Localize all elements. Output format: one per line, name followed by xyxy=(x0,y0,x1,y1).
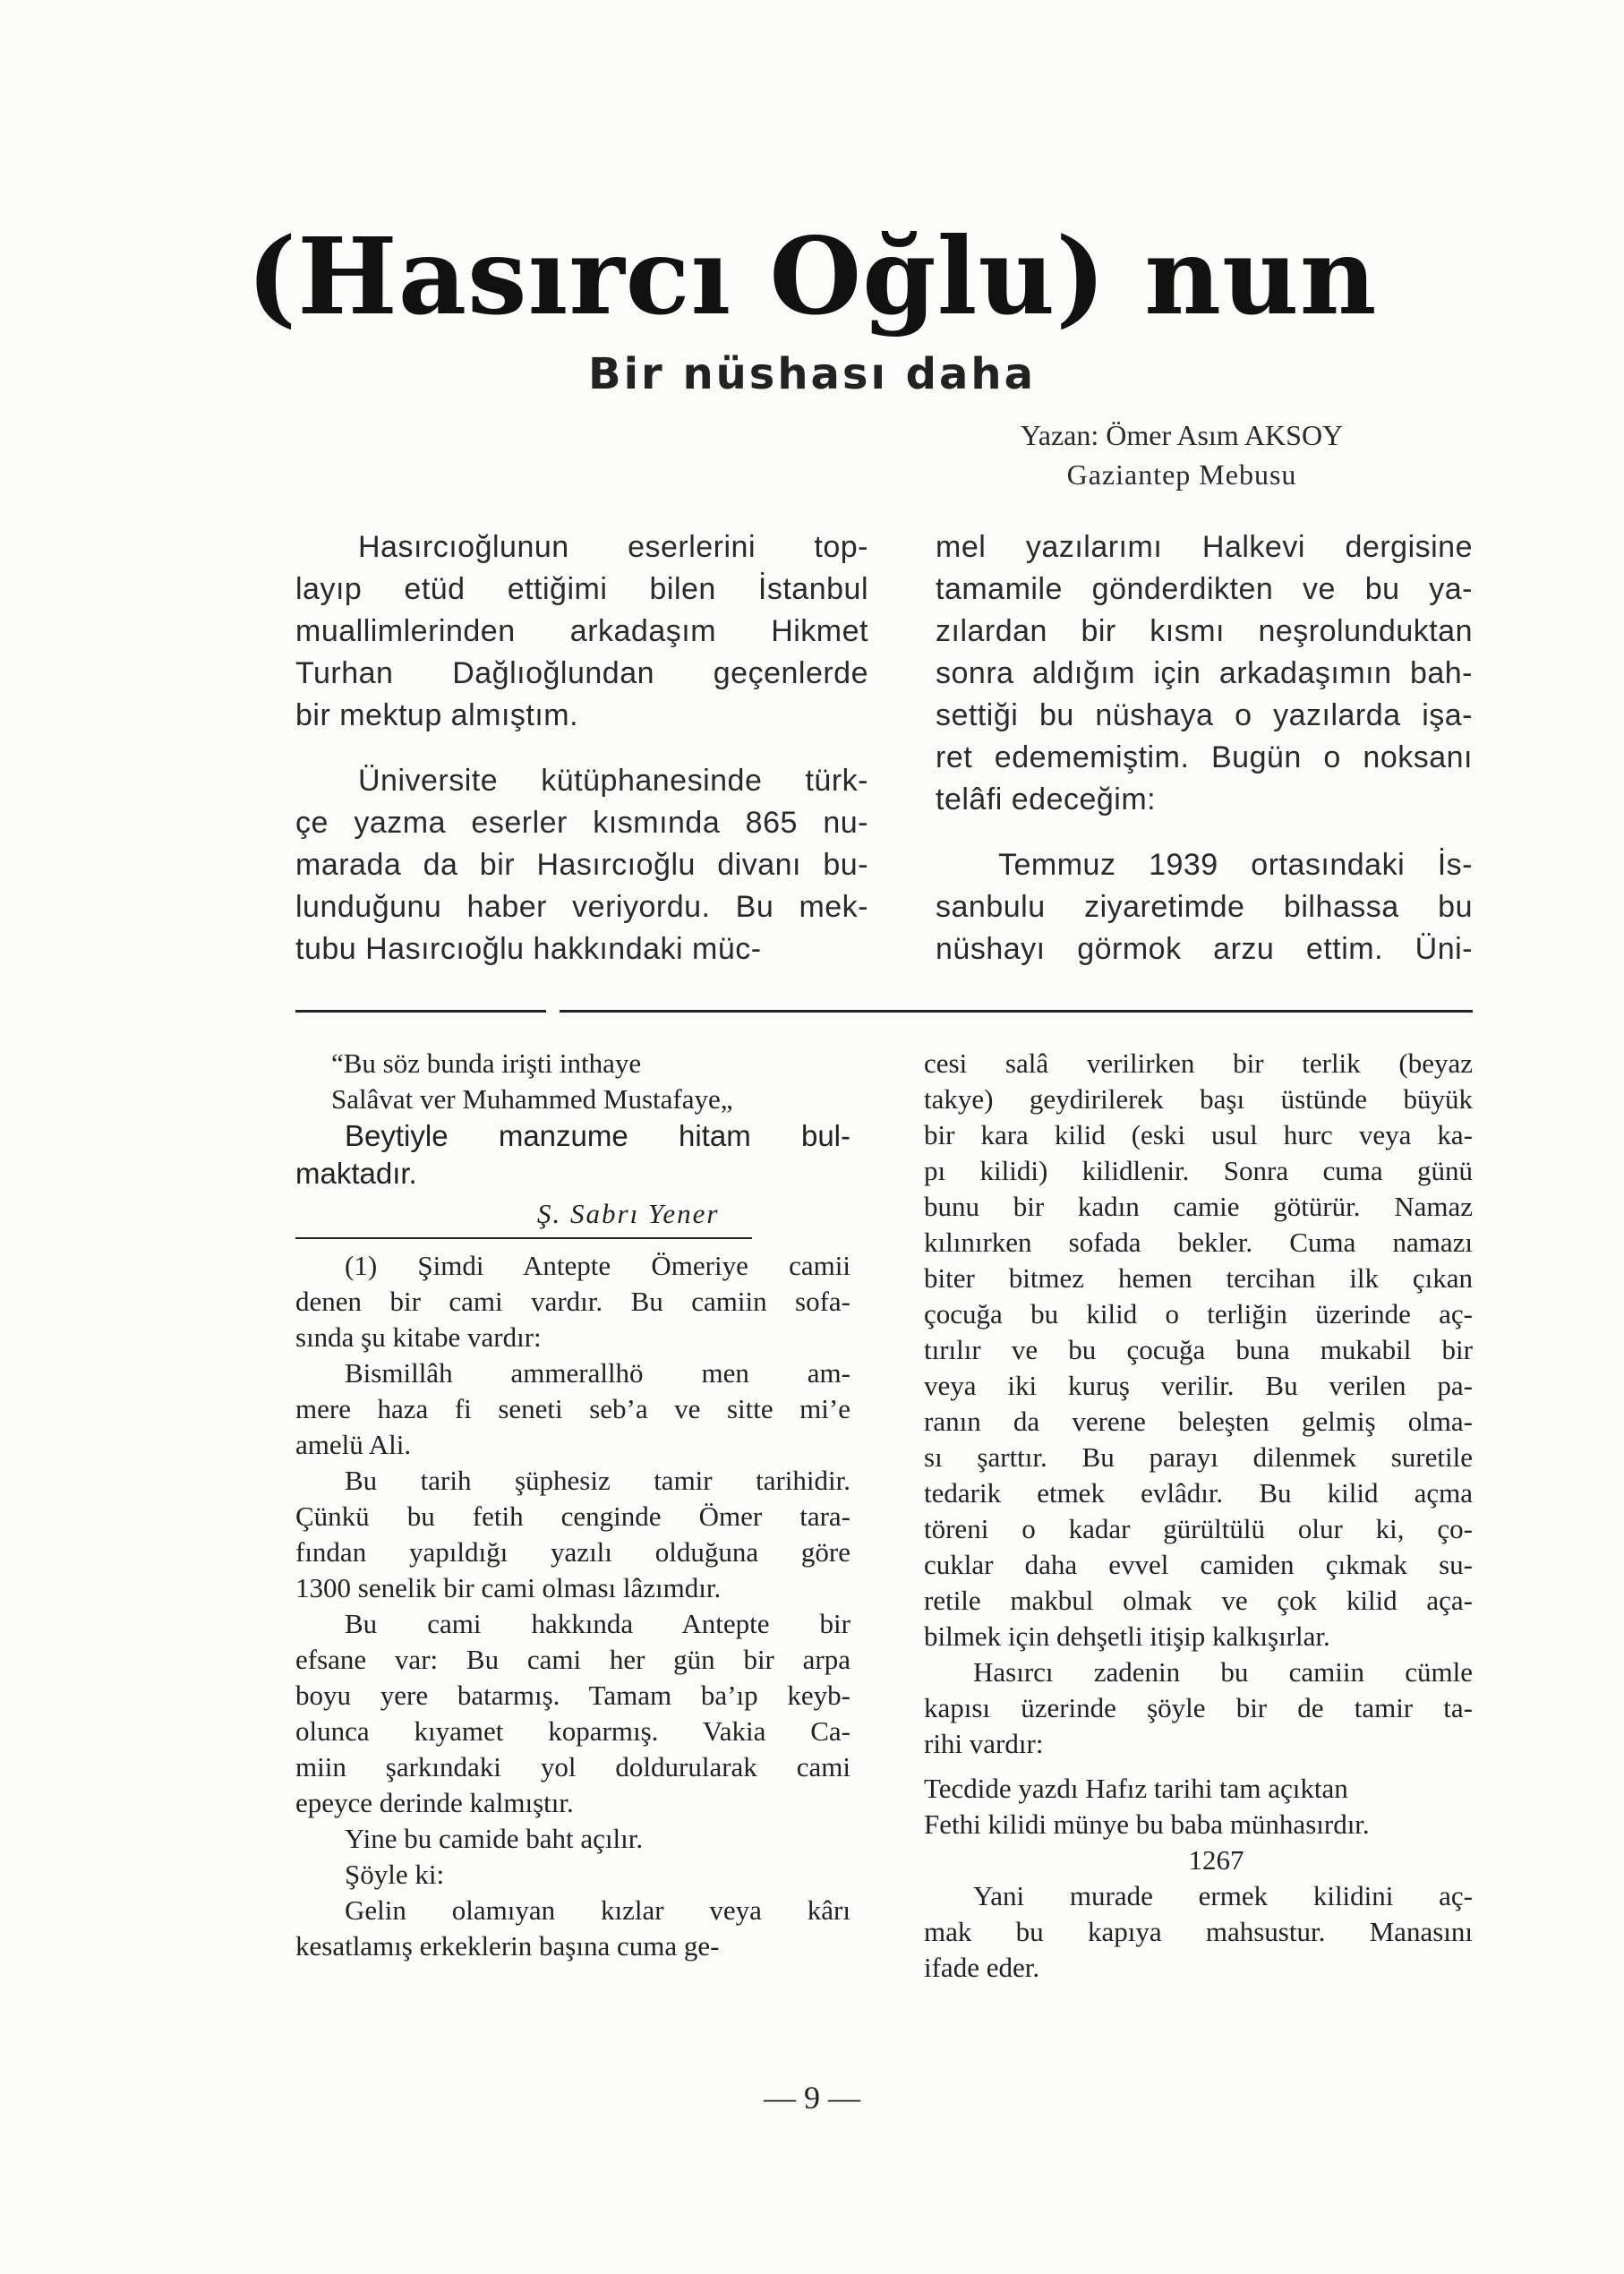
footnote-line: (1) Şimdi Antepte Ömeriye camii xyxy=(345,1250,850,1281)
paragraph-line: bir mektup almıştım. xyxy=(295,698,579,732)
divider-right xyxy=(560,1010,1473,1013)
paragraph-line: zılardan bir kısmı neşrolunduktan xyxy=(936,614,1473,648)
paragraph-line: sonra aldığım için arkadaşımın bah- xyxy=(936,656,1473,690)
paragraph-line: layıp etüd ettiğimi bilen İstanbul xyxy=(295,572,868,606)
beyt-line: maktadır. xyxy=(295,1157,417,1190)
paragraph-line: ret edememiştim. Bugün o noksanı xyxy=(936,740,1473,774)
footnote-line: olunca kıyamet koparmış. Vakia Ca- xyxy=(295,1715,850,1747)
paragraph-gap xyxy=(924,1762,1473,1771)
paragraph-line: Hasırcıoğlunun eserlerini top- xyxy=(358,530,868,564)
footnote-line: kesatlamış erkeklerin başına cuma ge- xyxy=(295,1930,720,1962)
footnote-line: mere haza fi seneti seb’a ve sitte mi’e xyxy=(295,1393,850,1424)
paragraph-line: çocuğa bu kilid o terliğin üzerinde aç- xyxy=(924,1298,1473,1329)
author-line: Yazan: Ömer Asım AKSOY xyxy=(1020,419,1344,451)
paragraph-gap xyxy=(936,821,1473,844)
paragraph-line: marada da bir Hasırcıoğlu divanı bu- xyxy=(295,848,868,882)
paragraph-line: settiği bu nüshaya o yazılarda işa- xyxy=(936,698,1473,732)
footnote-line: Şöyle ki: xyxy=(345,1859,445,1890)
footnote-line: boyu yere batarmış. Tamam ba’ıp keyb- xyxy=(295,1680,850,1711)
beyt-line: Beytiyle manzume hitam bul- xyxy=(345,1119,850,1152)
paragraph-line: cesi salâ verilirken bir terlik (beyaz xyxy=(924,1047,1473,1079)
paragraph-line: mak bu kapıya mahsustur. Manasını xyxy=(924,1916,1473,1947)
paragraph-line: cuklar daha evvel camiden çıkmak su- xyxy=(924,1549,1473,1580)
paragraph-line: tamamile gönderdikten ve bu ya- xyxy=(936,572,1473,606)
paragraph-line: kılınırken sofada bekler. Cuma namazı xyxy=(924,1227,1473,1258)
paragraph-line: töreni o kadar gürültülü olur ki, ço- xyxy=(924,1513,1473,1544)
footnote-line: 1300 senelik bir cami olması lâzımdır. xyxy=(295,1572,722,1603)
bottom-right-column xyxy=(924,1046,1473,1986)
footnote-divider xyxy=(295,1237,752,1239)
paragraph-line: takye) geydirilerek başı üstünde büyük xyxy=(924,1083,1473,1115)
top-right-column xyxy=(936,526,1473,970)
paragraph-line: rihi vardır: xyxy=(924,1728,1044,1759)
paragraph-line: ranın da verene beleşten gelmiş olma- xyxy=(924,1406,1473,1437)
paragraph-line: telâfi edeceğim: xyxy=(936,782,1157,816)
paragraph-line: Temmuz 1939 ortasındaki İs- xyxy=(998,848,1473,882)
footnote-line: epeyce derinde kalmıştır. xyxy=(295,1787,574,1818)
paragraph-line: muallimlerinden arkadaşım Hikmet xyxy=(295,614,868,648)
bottom-left-column xyxy=(295,1046,850,1964)
tarih-year: 1267 xyxy=(1188,1844,1244,1876)
signature: Ş. Sabrı Yener xyxy=(537,1198,720,1229)
author-title: Gaziantep Mebusu xyxy=(1066,458,1297,491)
paragraph-line: lunduğunu haber veriyordu. Bu mek- xyxy=(295,890,868,924)
footnote-line: Bu cami hakkında Antepte bir xyxy=(345,1608,850,1639)
paragraph-line: veya iki kuruş verilir. Bu verilen pa- xyxy=(924,1370,1473,1401)
footnote-line: Bismillâh ammerallhö men am- xyxy=(345,1357,850,1389)
paragraph-line: nüshayı görmok arzu ettim. Üni- xyxy=(936,932,1473,966)
paragraph-line: bunu bir kadın camie götürür. Namaz xyxy=(924,1191,1473,1222)
footnote-line: amelü Ali. xyxy=(295,1429,412,1460)
paragraph-line: Yani murade ermek kilidini aç- xyxy=(973,1880,1473,1911)
paragraph-line: sı şarttır. Bu parayı dilenmek suretile xyxy=(924,1441,1473,1473)
footnote-line: fından yapıldığı yazılı olduğuna göre xyxy=(295,1536,850,1568)
page-number: — 9 — xyxy=(764,2080,860,2116)
footnote-line: denen bir cami vardır. Bu camiin sofa- xyxy=(295,1286,850,1317)
paragraph-line: bilmek için dehşetli itişip kalkışırlar. xyxy=(924,1620,1330,1652)
paragraph-line: kapısı üzerinde şöyle bir de tamir ta- xyxy=(924,1692,1473,1723)
paragraph-line: bir kara kilid (eski usul hurc veya ka- xyxy=(924,1119,1473,1150)
paragraph-line: çe yazma eserler kısmında 865 nu- xyxy=(295,806,868,840)
paragraph-line: tubu Hasırcıoğlu hakkındaki müc- xyxy=(295,932,762,966)
footnote-line: sında şu kitabe vardır: xyxy=(295,1321,542,1353)
paragraph-line: sanbulu ziyaretimde bilhassa bu xyxy=(936,890,1473,924)
paragraph-line: Turhan Dağlıoğlundan geçenlerde xyxy=(295,656,868,690)
paragraph-line: retile makbul olmak ve çok kilid aça- xyxy=(924,1585,1473,1616)
divider-left xyxy=(295,1010,546,1013)
paragraph-line: ifade eder. xyxy=(924,1952,1040,1983)
top-left-column xyxy=(295,526,868,970)
article-subtitle: Bir nüshası daha xyxy=(588,349,1036,399)
paragraph-line: Hasırcı zadenin bu camiin cümle xyxy=(973,1656,1473,1688)
footnote-line: efsane var: Bu cami her gün bir arpa xyxy=(295,1644,850,1675)
paragraph-gap xyxy=(295,737,868,760)
paragraph-line: Üniversite kütüphanesinde türk- xyxy=(358,764,868,798)
verse-line: Salâvat ver Muhammed Mustafaye„ xyxy=(331,1083,733,1115)
paragraph-line: tırılır ve bu çocuğa buna mukabil bir xyxy=(924,1334,1473,1365)
paragraph-line: pı kilidi) kilidlenir. Sonra cuma günü xyxy=(924,1155,1473,1186)
couplet-line: Fethi kilidi münye bu baba münhasırdır. xyxy=(924,1808,1370,1840)
paragraph-line: biter bitmez hemen tercihan ilk çıkan xyxy=(924,1262,1473,1294)
footnote-line: Gelin olamıyan kızlar veya kârı xyxy=(345,1894,850,1926)
couplet-line: Tecdide yazdı Hafız tarihi tam açıktan xyxy=(924,1773,1348,1804)
paragraph-line: mel yazılarımı Halkevi dergisine xyxy=(936,530,1473,564)
verse-line: “Bu söz bunda irişti inthaye xyxy=(331,1047,642,1079)
footnote-line: Çünkü bu fetih cenginde Ömer tara- xyxy=(295,1500,850,1532)
footnote-line: Bu tarih şüphesiz tamir tarihidir. xyxy=(345,1465,850,1496)
footnote-line: miin şarkındaki yol doldurularak cami xyxy=(295,1751,850,1782)
footnote-line: Yine bu camide baht açılır. xyxy=(345,1823,644,1854)
paragraph-line: tedarik etmek evlâdır. Bu kilid açma xyxy=(924,1477,1473,1509)
article-title: (Hasırcı Oğlu) nun xyxy=(246,214,1378,338)
